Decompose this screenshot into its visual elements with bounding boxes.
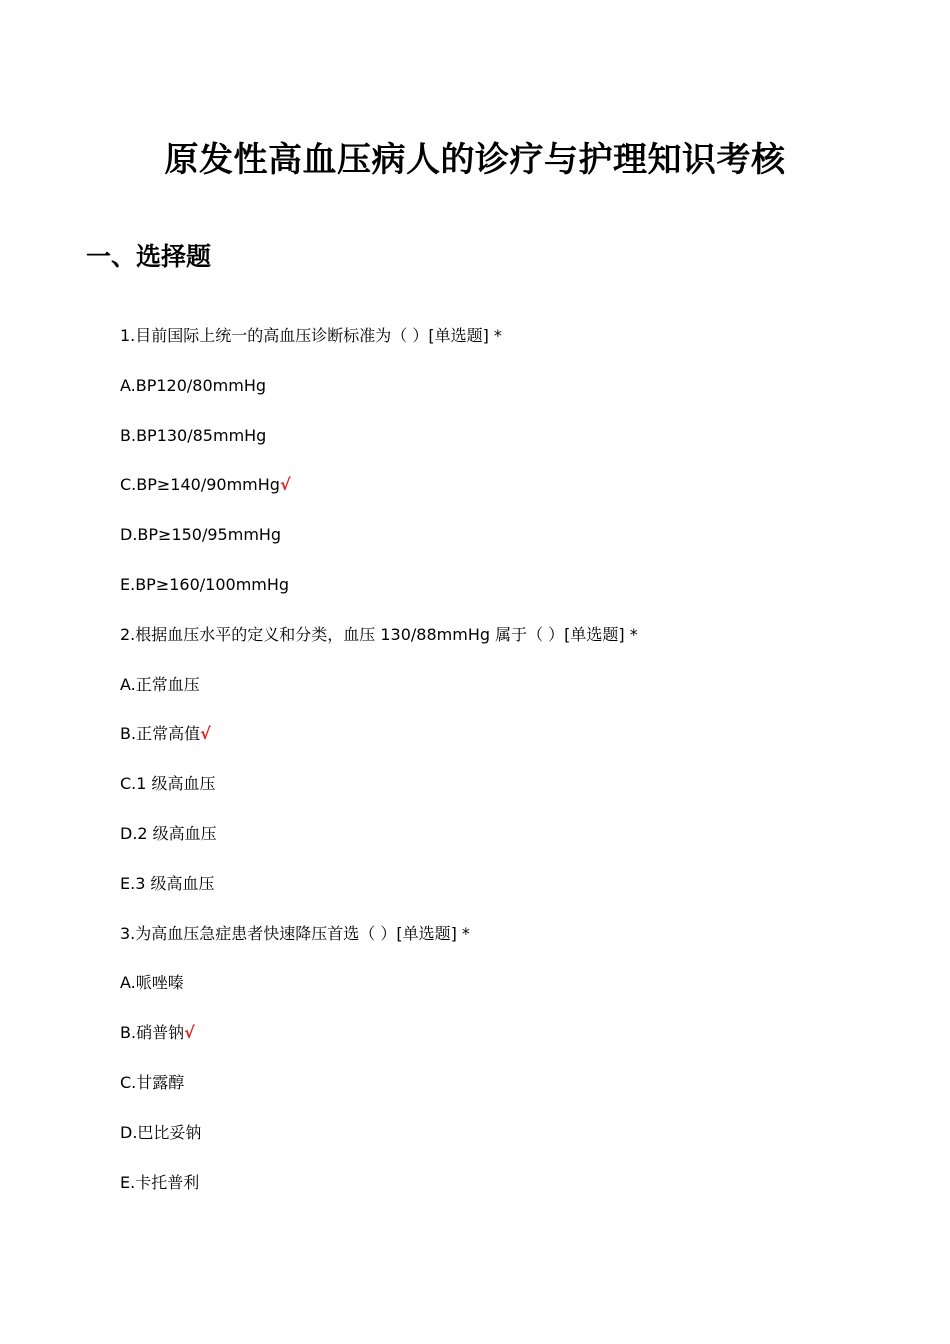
question-1-text: 1.目前国际上统一的高血压诊断标准为（ ）[单选题] * <box>120 326 502 345</box>
document-title: 原发性高血压病人的诊疗与护理知识考核 <box>164 140 786 180</box>
option-label: C.甘露醇 <box>120 1072 185 1092</box>
question-3-option-d <box>120 1119 900 1169</box>
option-label: C.BP≥140/90mmHg <box>120 475 280 495</box>
question-2-option-a <box>120 671 900 721</box>
option-label: D.2 级高血压 <box>120 823 217 843</box>
option-label: B.BP130/85mmHg <box>120 425 267 445</box>
option-label: D.BP≥150/95mmHg <box>120 525 282 545</box>
check-mark-icon: √ <box>279 475 291 495</box>
option-label: C.1 级高血压 <box>120 774 216 794</box>
option-label: E.3 级高血压 <box>120 873 215 893</box>
question-1-option-a <box>120 372 900 422</box>
question-3-text: 3.为高血压急症患者快速降压首选（ ）[单选题] * <box>120 923 470 943</box>
option-label: A.哌唑嗪 <box>120 973 184 993</box>
question-3-option-b <box>120 1019 900 1069</box>
question-1-option-b <box>120 422 900 472</box>
question-3-option-e <box>120 1169 900 1219</box>
question-2-option-c <box>120 770 900 820</box>
question-2-option-b <box>120 720 900 770</box>
question-3-option-c <box>120 1069 900 1119</box>
option-label: B.正常高值 <box>120 724 201 744</box>
option-label: D.巴比妥钠 <box>120 1122 202 1142</box>
question-1-option-e <box>120 571 900 621</box>
question-2-option-e <box>120 870 900 920</box>
question-2-text: 2.根据血压水平的定义和分类，血压 130/88mmHg 属于（ ）[单选题] * <box>120 624 638 644</box>
option-label: B.硝普钠 <box>120 1023 185 1043</box>
option-label: E.BP≥160/100mmHg <box>120 574 290 594</box>
question-list <box>120 322 900 1218</box>
option-label: A.BP120/80mmHg <box>120 375 267 395</box>
question-2-option-d <box>120 820 900 870</box>
section-heading: 一、选择题 <box>86 242 212 271</box>
question-1-option-d <box>120 521 900 571</box>
question-3-option-a <box>120 969 900 1019</box>
check-mark-icon: √ <box>200 724 211 744</box>
option-label: A.正常血压 <box>120 674 200 694</box>
question-1-option-c <box>120 471 900 521</box>
check-mark-icon: √ <box>184 1023 195 1043</box>
option-label: E.卡托普利 <box>120 1172 200 1192</box>
